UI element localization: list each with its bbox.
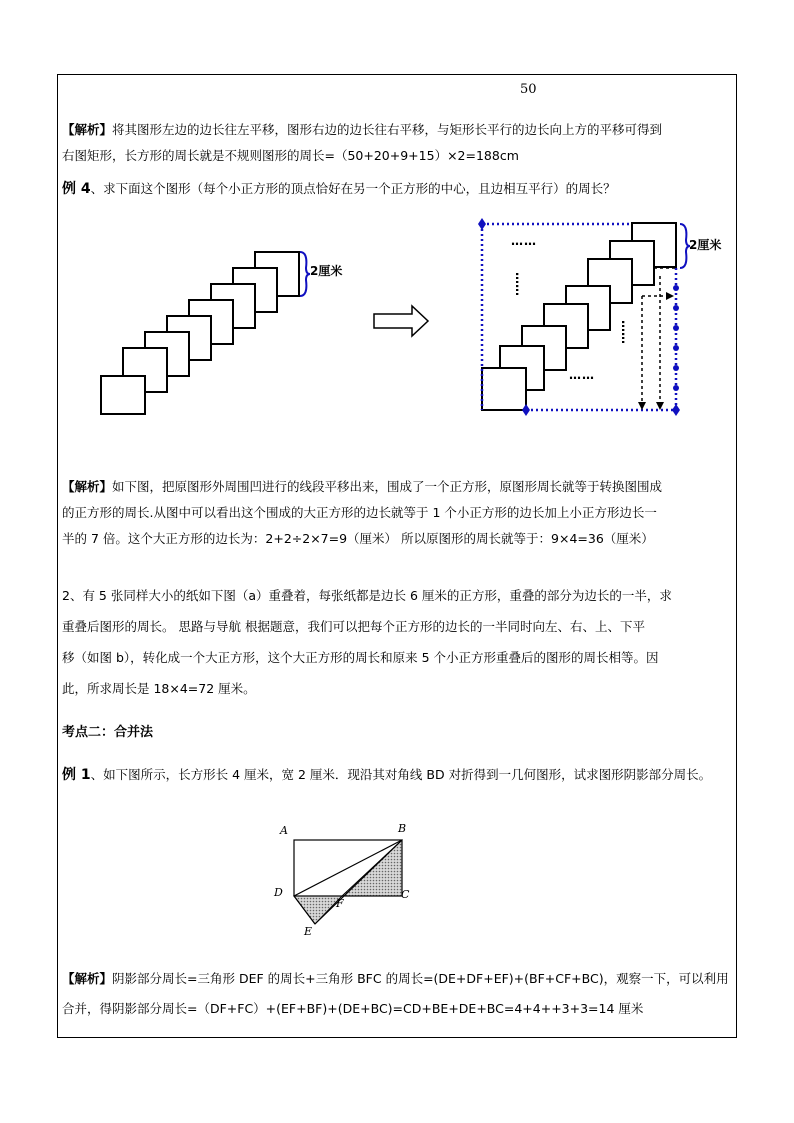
point-label-A: A bbox=[280, 824, 288, 837]
analysis-text: 阴影部分周长=三角形 DEF 的周长+三角形 BFC 的周长=(DE+DF+EF)+(BF+CF+BC)，观察一下，可以利用 bbox=[112, 971, 729, 986]
ellipsis-mark: …… bbox=[569, 368, 595, 382]
problem-text: 移（如图 b），转化成一个大正方形，这个大正方形的周长和原来 5 个小正方形重叠后的图形的周长相等。因 bbox=[62, 650, 659, 665]
ellipsis-mark: …… bbox=[619, 320, 633, 344]
problem-text: 2、有 5 张同样大小的纸如下图（a）重叠着，每张纸都是边长 6 厘米的正方形，重叠的部分为边长的一半，求 bbox=[62, 588, 672, 603]
example-label: 例 4 bbox=[62, 181, 91, 197]
analysis-text: 如下图，把原图形外周围凹进行的线段平移出来，围成了一个正方形，原图形周长就等于转换图围成 bbox=[112, 479, 663, 494]
analysis-tag: 【解析】 bbox=[62, 971, 113, 986]
example-label: 例 1 bbox=[62, 767, 91, 783]
analysis-text: 合并，得阴影部分周长=（DF+FC）+(EF+BF)+(DE+BC)=CD+BE+DE+BC=4+4++3+3=14 厘米 bbox=[62, 1001, 644, 1016]
analysis-paragraph-3 bbox=[62, 964, 730, 1024]
point-label-E: E bbox=[304, 925, 313, 938]
side-length-label: 2厘米 bbox=[689, 238, 722, 252]
point-label-D: D bbox=[274, 886, 283, 899]
point-label-C: C bbox=[401, 888, 410, 901]
shaded-triangle-DEF bbox=[294, 896, 342, 924]
analysis-tag: 【解析】 bbox=[62, 479, 113, 494]
example-text: 、如下图所示，长方形长 4 厘米，宽 2 厘米．现沿其对角线 BD 对折得到一几何图形，试求图形阴影部分周长。 bbox=[90, 767, 712, 782]
problem-text: 此，所求周长是 18×4=72 厘米。 bbox=[62, 681, 256, 696]
ellipsis-mark: …… bbox=[511, 234, 537, 248]
point-label-F: F bbox=[336, 897, 344, 910]
analysis-tag: 【解析】 bbox=[62, 122, 113, 137]
point-label-B: B bbox=[398, 822, 407, 835]
analysis-text: 将其图形左边的边长往左平移，图形右边的边长往右平移，与矩形长平行的边长向上方的平移可得到 bbox=[112, 122, 663, 137]
analysis-text: 半的 7 倍。这个大正方形的边长为：2+2÷2×7=9（厘米） 所以原图形的周长就等于：9×4=36（厘米） bbox=[62, 531, 654, 546]
problem-text: 重叠后图形的周长。 思路与导航 根据题意，我们可以把每个正方形的边长的一半同时向左、右、上、下平 bbox=[62, 619, 645, 634]
analysis-text: 右图矩形，长方形的周长就是不规则图形的周长=（50+20+9+15）×2=188cm bbox=[62, 148, 519, 163]
page-number: 50 bbox=[520, 82, 537, 97]
analysis-text: 的正方形的周长.从图中可以看出这个围成的大正方形的边长就等于 1 个小正方形的边长加上小正方形边长一 bbox=[62, 505, 657, 520]
ellipsis-mark: …… bbox=[513, 272, 527, 296]
example-text: 、求下面这个图形（每个小正方形的顶点恰好在另一个正方形的中心，且边相互平行）的周长？ bbox=[90, 181, 616, 196]
section-heading: 考点二：合并法 bbox=[62, 725, 154, 740]
side-length-label: 2厘米 bbox=[310, 264, 343, 278]
